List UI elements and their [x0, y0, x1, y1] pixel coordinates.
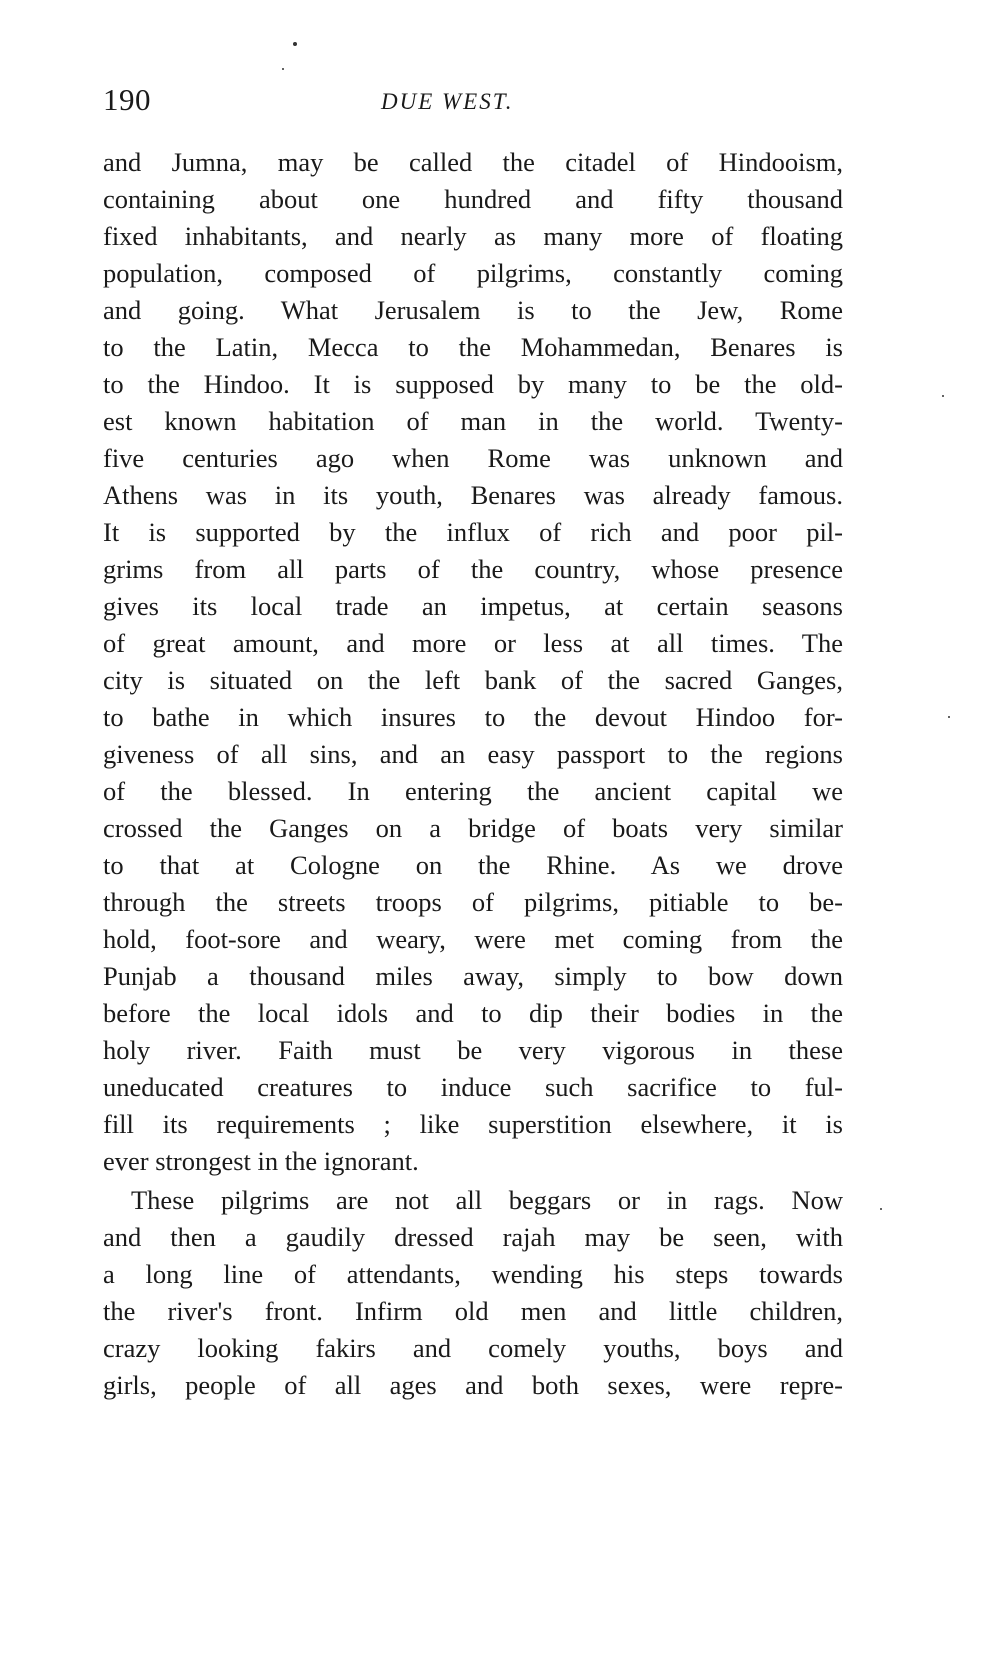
body-text — [103, 144, 843, 1404]
print-speck — [880, 1208, 882, 1210]
text-line: to bathe in which insures to the devout Hindoo for- — [103, 702, 843, 732]
page-header — [103, 80, 843, 120]
text-line: and going. What Jerusalem is to the Jew, Rome — [103, 295, 843, 325]
text-line: of the blessed. In entering the ancient capital we — [103, 776, 843, 806]
text-line: to that at Cologne on the Rhine. As we drove — [103, 850, 843, 880]
text-line: ever strongest in the ignorant. — [103, 1146, 419, 1176]
text-line: crossed the Ganges on a bridge of boats very similar — [103, 813, 843, 843]
text-line: giveness of all sins, and an easy passport to the regions — [103, 739, 843, 769]
text-line: It is supported by the influx of rich and poor pil- — [103, 517, 843, 547]
print-speck — [942, 395, 944, 397]
text-line: containing about one hundred and fifty thousand — [103, 184, 843, 214]
text-line: fill its requirements ; like superstition elsewhere, it is — [103, 1109, 843, 1139]
print-speck — [282, 68, 284, 70]
text-line: Athens was in its youth, Benares was already famous. — [103, 480, 843, 510]
text-line: crazy looking fakirs and comely youths, boys and — [103, 1333, 843, 1363]
text-line: a long line of attendants, wending his steps towards — [103, 1259, 843, 1289]
text-line: est known habitation of man in the world. Twenty- — [103, 406, 843, 436]
text-line: hold, foot-sore and weary, were met coming from the — [103, 924, 843, 954]
running-head: DUE WEST. — [381, 89, 514, 114]
text-line: five centuries ago when Rome was unknown and — [103, 443, 843, 473]
text-line: fixed inhabitants, and nearly as many more of floating — [103, 221, 843, 251]
text-line: gives its local trade an impetus, at certain seasons — [103, 591, 843, 621]
text-line: the river's front. Infirm old men and little children, — [103, 1296, 843, 1326]
text-line: holy river. Faith must be very vigorous in these — [103, 1035, 843, 1065]
page-number: 190 — [103, 82, 151, 117]
paragraph — [103, 144, 843, 1180]
text-line: grims from all parts of the country, whose presence — [103, 554, 843, 584]
text-line: of great amount, and more or less at all times. The — [103, 628, 843, 658]
paragraph — [103, 1182, 843, 1404]
text-line: city is situated on the left bank of the sacred Ganges, — [103, 665, 843, 695]
text-line: and then a gaudily dressed rajah may be seen, with — [103, 1222, 843, 1252]
text-line: Punjab a thousand miles away, simply to bow down — [103, 961, 843, 991]
text-line: and Jumna, may be called the citadel of Hindooism, — [103, 147, 843, 177]
text-line: before the local idols and to dip their bodies in the — [103, 998, 843, 1028]
text-line: population, composed of pilgrims, constantly coming — [103, 258, 843, 288]
text-line: to the Hindoo. It is supposed by many to be the old- — [103, 369, 843, 399]
text-line: girls, people of all ages and both sexes, were repre- — [103, 1370, 843, 1400]
text-line: to the Latin, Mecca to the Mohammedan, Benares is — [103, 332, 843, 362]
text-line: uneducated creatures to induce such sacrifice to ful- — [103, 1072, 843, 1102]
print-speck — [948, 716, 950, 718]
print-speck — [293, 42, 297, 46]
text-line: These pilgrims are not all beggars or in rags. Now — [131, 1185, 843, 1215]
text-line: through the streets troops of pilgrims, pitiable to be- — [103, 887, 843, 917]
